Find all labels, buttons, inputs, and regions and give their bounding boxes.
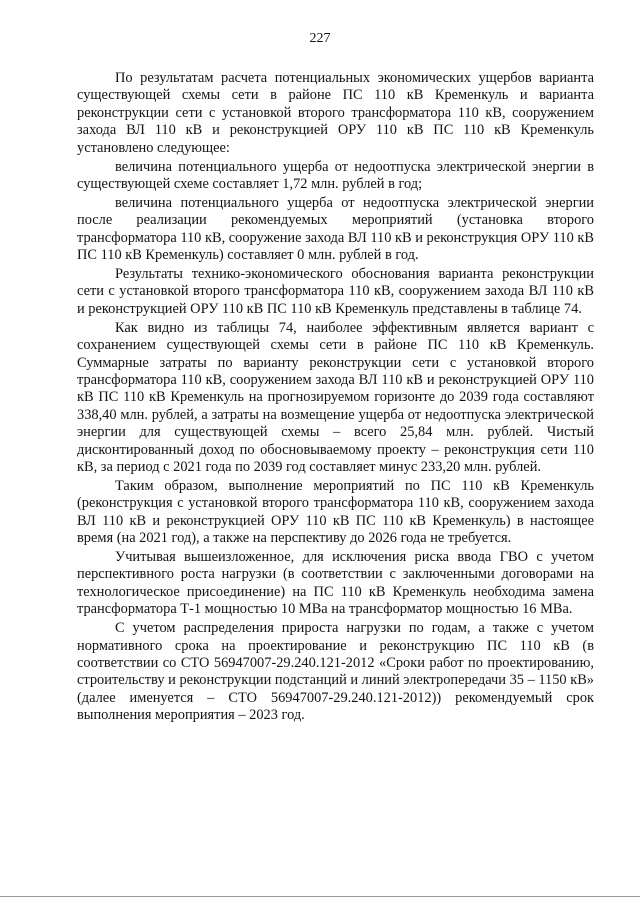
paragraph-damage-intro: По результатам расчета потенциальных экономических ущербов варианта существующей схемы сети в районе ПС 110 кВ Кременкуль и варианта реконструкции сети с установкой второго трансформатора 110 кВ, сооружением захода ВЛ 110 кВ и реконструкцией ОРУ 110 кВ ПС 110 кВ Кременкуль установлено следующее: [77,70,594,156]
paragraph-damage-after: величина потенциального ущерба от недоотпуска электрической энергии после реализации рекомендуемых мероприятий (установка второго трансформатора 110 кВ, сооружение захода ВЛ 110 кВ и реконструкция ОРУ 110 кВ ПС 110 кВ Кременкуль) составляет 0 млн. рублей в год. [77,194,594,264]
body-text [77,70,594,726]
paragraph-damage-existing: величина потенциального ущерба от недоотпуска электрической энергии в существующей схеме составляет 1,72 млн. рублей в год; [77,158,594,192]
page-number: 227 [309,31,331,46]
paragraph-feasibility-results: Результаты технико-экономического обоснования варианта реконструкции сети с установкой второго трансформатора 110 кВ, сооружением захода ВЛ 110 кВ и реконструкцией ОРУ 110 кВ ПС 110 кВ Кременкуль представлены в таблице 74. [77,265,594,317]
paragraph-transformer-replacement: Учитывая вышеизложенное, для исключения риска ввода ГВО с учетом перспективного роста нагрузки (в соответствии с заключенными договорами на технологическое присоединение) на ПС 110 кВ Кременкуль необходима замена трансформатора Т-1 мощностью 10 МВа на трансформатор мощностью 16 МВа. [77,548,594,618]
paragraph-table-analysis: Как видно из таблицы 74, наиболее эффективным является вариант с сохранением существующей схемы сети в районе ПС 110 кВ Кременкуль. Суммарные затраты по варианту реконструкции сети с установкой второго трансформатора 110 кВ, сооружением захода ВЛ 110 кВ и реконструкцией ОРУ 110 кВ ПС 110 кВ Кременкуль на прогнозируемом горизонте до 2039 года составляют 338,40 млн. рублей, а затраты на возмещение ущерба от недоотпуска электрической энергии для существующей схемы – всего 25,84 млн. рублей. Чистый дисконтированный доход по обосновываемому проекту – реконструкция сети 110 кВ, за период с 2021 года по 2039 год составляет минус 233,20 млн. рублей. [77,319,594,475]
paragraph-schedule: С учетом распределения прироста нагрузки по годам, а также с учетом нормативного срока на проектирование и реконструкцию ПС 110 кВ (в соответствии со СТО 56947007-29.240.121-2012 «Сроки работ по проектированию, строительству и реконструкции подстанций и линий электропередачи 35 – 1150 кВ» (далее именуется – СТО 56947007-29.240.121-2012)) рекомендуемый срок выполнения мероприятия – 2023 год. [77,620,594,724]
bottom-scan-edge [0,896,640,897]
paragraph-conclusion: Таким образом, выполнение мероприятий по ПС 110 кВ Кременкуль (реконструкция с установкой второго трансформатора 110 кВ, сооружением захода ВЛ 110 кВ и реконструкцией ОРУ 110 кВ ПС 110 кВ Кременкуль) в настоящее время (на 2021 год), а также на перспективу до 2026 года не требуется. [77,477,594,547]
